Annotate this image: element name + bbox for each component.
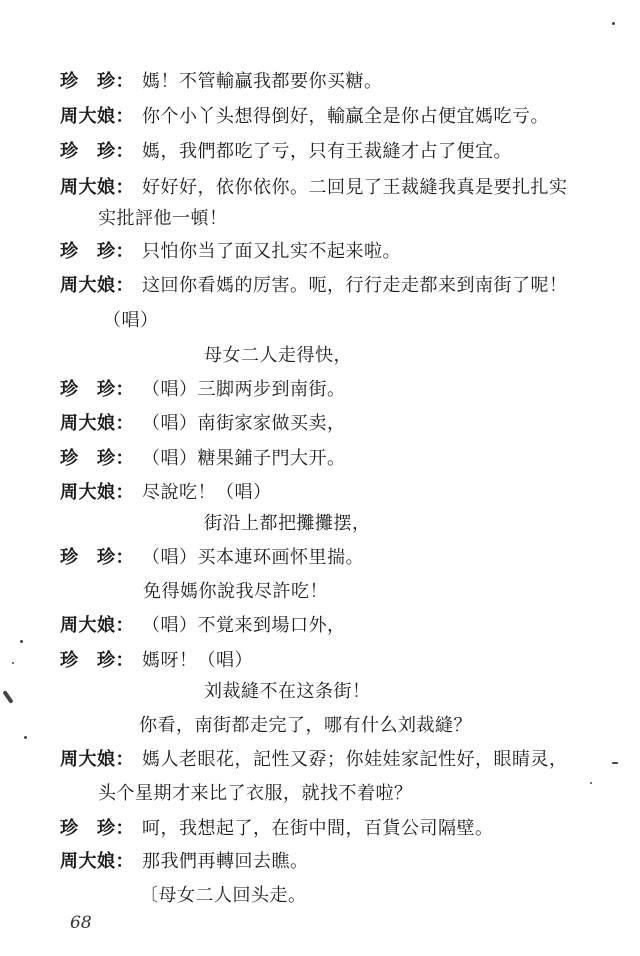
- verse-line: [204, 512, 371, 536]
- speaker-label: 珍 珍：: [60, 241, 134, 262]
- speaker-label: 周大娘：: [60, 749, 134, 770]
- dialogue-line: [60, 481, 272, 505]
- dialogue-text: 实批評他一頓！: [98, 208, 228, 229]
- speaker-label: 周大娘：: [60, 615, 134, 636]
- dialogue-line: [60, 850, 309, 874]
- speaker-label: 珍 珍：: [60, 547, 134, 568]
- dialogue-text: 免得媽你說我尽許吃！: [143, 581, 328, 602]
- dialogue-text: 呵，我想起了，在街中間，百貨公司隔壁。: [142, 818, 494, 839]
- dialogue-line: [60, 546, 364, 570]
- verse-line: [143, 580, 328, 604]
- scan-speck: [20, 640, 23, 643]
- dialogue-text: 母女二人走得快，: [204, 345, 352, 366]
- dialogue-line: [60, 240, 401, 264]
- dialogue-text: （唱）南街家家做买卖，: [142, 413, 346, 434]
- dialogue-text: 这回你看媽的厉害。呃，行行走走都来到南街了呢！: [142, 275, 568, 296]
- dialogue-line: [60, 274, 568, 298]
- speaker-label: 珍 珍：: [60, 379, 134, 400]
- speaker-label: 周大娘：: [60, 482, 134, 503]
- dialogue-text: 那我們再轉回去瞧。: [142, 851, 309, 872]
- dialogue-text: （唱）三脚两步到南街。: [142, 379, 346, 400]
- speaker-label: 珍 珍：: [60, 818, 134, 839]
- dialogue-text: 你个小丫头想得倒好，輸贏全是你占便宜媽吃亏。: [142, 106, 549, 127]
- stage-direction: [140, 884, 307, 908]
- speaker-label: 珍 珍：: [60, 141, 134, 162]
- page-number: 68: [70, 913, 92, 933]
- dialogue-text: 媽呀！（唱）: [142, 650, 253, 671]
- speaker-label: 周大娘：: [60, 413, 134, 434]
- dialogue-line: [60, 378, 346, 402]
- dialogue-continuation: [139, 714, 472, 738]
- speaker-label: 珍 珍：: [60, 448, 134, 469]
- dialogue-line: [60, 447, 346, 471]
- dialogue-line: [60, 105, 549, 129]
- dialogue-line: [60, 748, 568, 772]
- speaker-label: 珍 珍：: [60, 650, 134, 671]
- dialogue-continuation: [98, 782, 413, 806]
- scan-speck: [590, 782, 592, 784]
- speaker-label: 周大娘：: [60, 851, 134, 872]
- dialogue-text: 刘裁縫不在这条街！: [204, 681, 371, 702]
- scan-speck: [612, 762, 618, 764]
- dialogue-text: 媽，我們都吃了亏，只有王裁縫才占了便宜。: [142, 141, 512, 162]
- dialogue-text: 头个星期才来比了衣服，就找不着啦？: [98, 783, 413, 804]
- speaker-label: 周大娘：: [60, 106, 134, 127]
- dialogue-text: （唱）买本連环画怀里揣。: [142, 547, 364, 568]
- dialogue-text: 尽說吃！（唱）: [142, 482, 272, 503]
- dialogue-text: 媽人老眼花，記性又孬；你娃娃家記性好，眼睛灵，: [142, 749, 568, 770]
- dialogue-text: 好好好，依你依你。二回見了王裁縫我真是要扎扎实: [142, 177, 568, 198]
- dialogue-text: 你看，南街都走完了，哪有什么刘裁縫？: [139, 715, 472, 736]
- speaker-label: 珍 珍：: [60, 71, 134, 92]
- scan-speck: [12, 662, 14, 664]
- dialogue-text: 只怕你当了面又扎实不起来啦。: [142, 241, 401, 262]
- dialogue-line: [60, 412, 346, 436]
- dialogue-text: 街沿上都把攤攤摆，: [204, 513, 371, 534]
- speaker-label: 周大娘：: [60, 275, 134, 296]
- dialogue-line: [60, 70, 383, 94]
- scan-speck: [2, 690, 13, 704]
- scan-speck: [612, 22, 615, 25]
- dialogue-text: （唱）: [103, 310, 159, 331]
- verse-line: [204, 680, 371, 704]
- dialogue-line: [60, 176, 568, 200]
- dialogue-line: [60, 140, 512, 164]
- dialogue-line: [60, 649, 253, 673]
- dialogue-text: 媽！不管輸贏我都要你买糖。: [142, 71, 383, 92]
- dialogue-text: （唱）不覚来到場口外，: [142, 615, 346, 636]
- speaker-label: 周大娘：: [60, 177, 134, 198]
- dialogue-text: 〔母女二人回头走。: [140, 885, 307, 906]
- dialogue-line: [60, 614, 346, 638]
- scan-speck: [24, 736, 27, 739]
- stage-direction: [103, 309, 159, 333]
- verse-line: [204, 344, 352, 368]
- dialogue-line: [60, 817, 494, 841]
- dialogue-continuation: [98, 207, 228, 231]
- dialogue-text: （唱）糖果鋪子門大开。: [142, 448, 346, 469]
